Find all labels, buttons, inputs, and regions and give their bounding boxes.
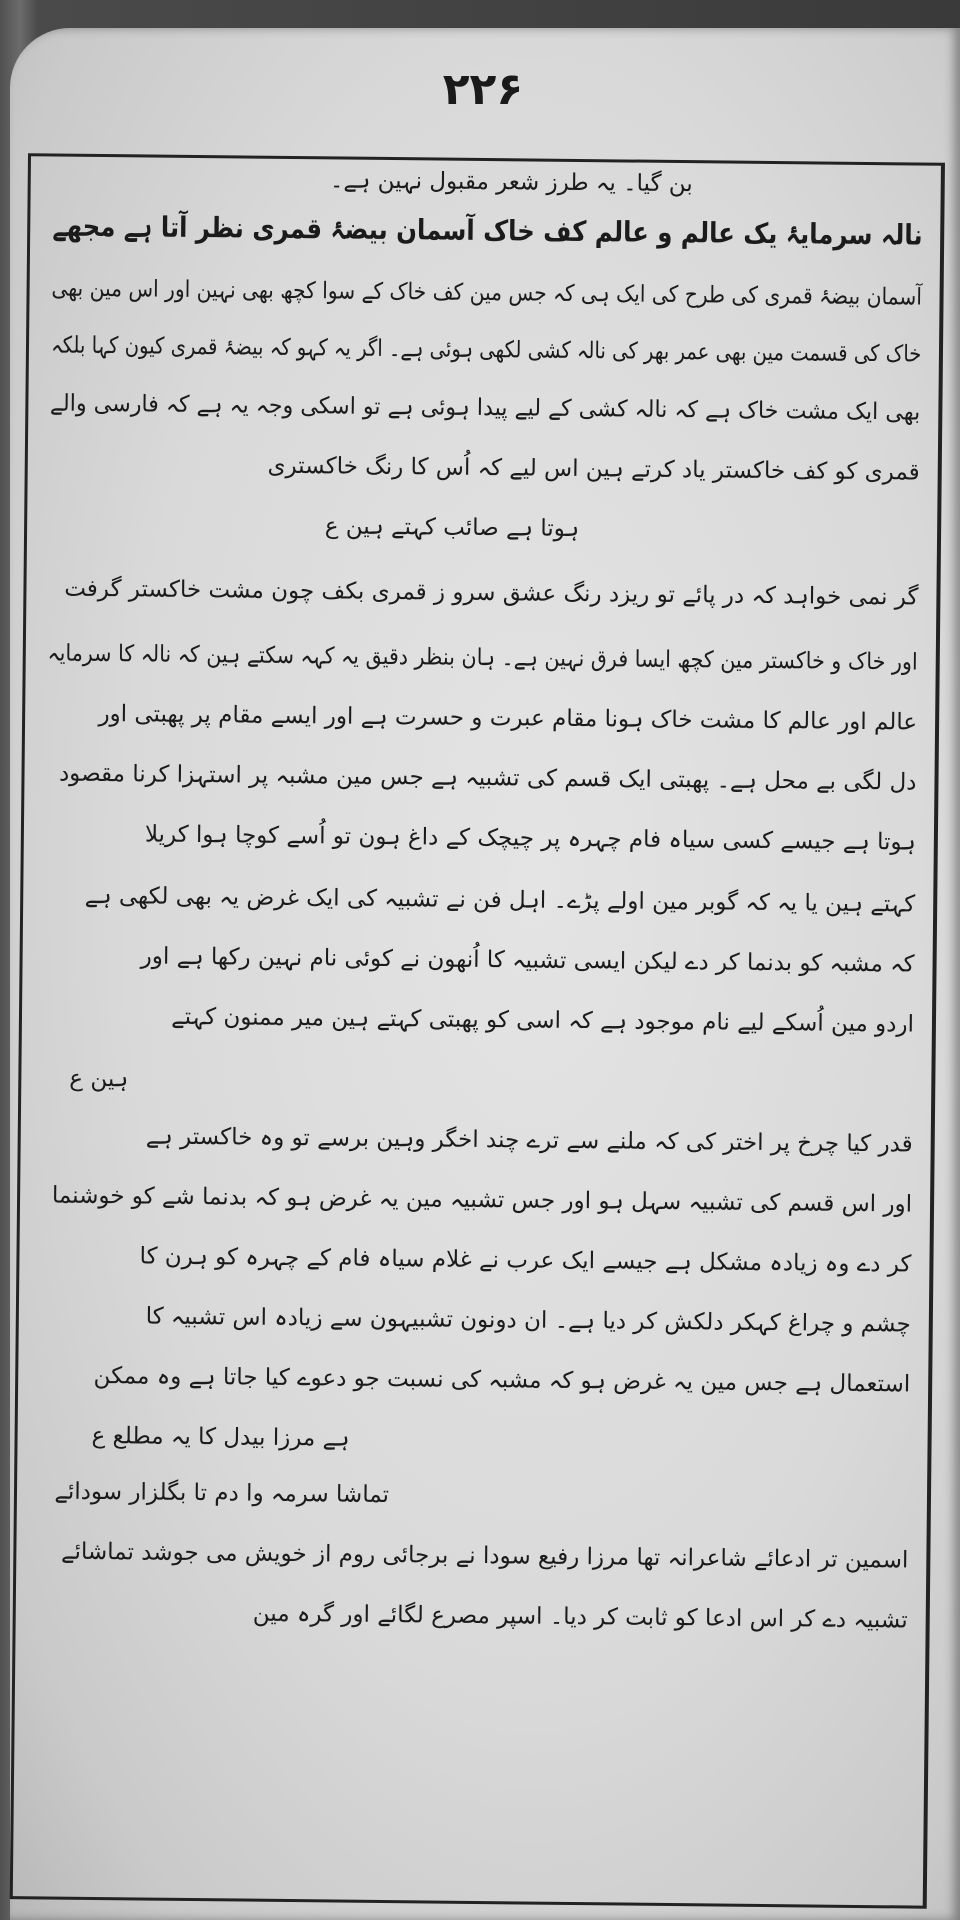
text-line: ہوتا ہے صائب کہتے ہین ع — [324, 513, 580, 542]
text-line: ہے مرزا بیدل کا یہ مطلع ع — [91, 1422, 350, 1452]
text-line: استعمال ہے جس مین یہ غرض ہو کہ مشبہ کی نسبت جو دعوے کیا جاتا ہے وہ ممکن — [93, 1362, 911, 1398]
text-line: اور خاک و خاکستر مین کچھ ایسا فرق نہین ہے۔ ہان بنظر دقیق یہ کہہ سکتے ہین کہ نالہ کا سرمایہ — [47, 640, 918, 676]
page-number: ۲۲۶ — [442, 64, 524, 115]
verse-line: اسمین تر ادعائے شاعرانہ تھا مرزا رفیع سودا نے برجائی روم از خویش می جوشد تماشائے — [60, 1538, 909, 1574]
text-line: بن گیا۔ یہ طرز شعر مقبول نہین ہے۔ — [329, 167, 693, 198]
text-line: کہتے ہین یا یہ کہ گوبر مین اولے پڑے۔ اہل فن نے تشبیہ کی ایک غرض یہ بھی لکھی ہے — [84, 882, 916, 918]
text-line: کہ مشبہ کو بدنما کر دے لیکن ایسی تشبیہ کا اُنھون نے کوئی نام نہین رکھا ہے اور — [140, 943, 915, 978]
verse-line: گر نمی خواہد کہ در پائے تو ریزد رنگ عشق سرو ز قمری بکف چون مشت خاکستر گرفت — [64, 575, 919, 611]
text-line: چشم و چراغ کہکر دلکش کر دیا ہے۔ ان دونون تشبیہون سے زیادہ اس تشبیہ کا — [145, 1303, 911, 1338]
verse-line: قدر کیا چرخ پر اختر کی کہ ملنے سے ترے چند اخگر وہین برسے تو وہ خاکستر ہے — [145, 1123, 913, 1158]
text-line: خاک کی قسمت مین بھی عمر بھر کی نالہ کشی لکھی ہوئی ہے۔ اگر یہ کہو کہ بیضۂ قمری کیون کہا بلکہ — [50, 332, 922, 368]
text-line: دل لگی بے محل ہے۔ پھبتی ایک قسم کی تشبیہ ہے جس مین مشبہ پر استہزا کرنا مقصود — [58, 760, 917, 796]
text-line: ہوتا ہے جیسے کسی سیاہ فام چہرہ پر چیچک کے داغ ہون تو اُسے کوچا ہوا کریلا — [144, 821, 916, 856]
text-line: اردو مین اُسکے لیے نام موجود ہے کہ اسی کو پھبتی کہتے ہین میر ممنون کہتے — [171, 1003, 915, 1038]
text-line: عالم اور عالم کا مشت خاک ہونا مقام عبرت و حسرت ہے اور ایسے مقام پر پھبتی اور — [98, 700, 918, 736]
text-body — [47, 162, 923, 1634]
page-border-frame — [10, 153, 945, 1909]
book-page — [10, 28, 960, 1920]
text-line: کر دے وہ زیادہ مشکل ہے جیسے ایک عرب نے غلام سیاہ فام کے چہرہ کو ہرن کا — [139, 1243, 912, 1278]
text-line: آسمان بیضۂ قمری کی طرح کی ایک ہی کہ جس مین کف خاک کے سوا کچھ بھی نہین اور اس مین بھی — [50, 275, 922, 311]
text-line: تشبیہ دے کر اس ادعا کو ثابت کر دیا۔ اسپر مصرع لگائے اور گرہ مین — [252, 1600, 908, 1634]
text-line: بھی ایک مشت خاک ہے کہ نالہ کشی کے لیے پیدا ہوئی ہے تو اسکی وجہ یہ ہے کہ فارسی والے — [49, 390, 921, 426]
text-line: قمری کو کف خاکستر یاد کرتے ہین اس لیے کہ اُس کا رنگ خاکستری — [267, 452, 920, 486]
text-line: اور اس قسم کی تشبیہ سہل ہو اور جس تشبیہ مین یہ غرض ہو کہ بدنما شے کو خوشنما — [51, 1182, 913, 1218]
text-line: ہین ع — [69, 1065, 129, 1093]
verse-line: نالہ سرمایۂ یک عالم و عالم کف خاک آسمان بیضۂ قمری نظر آتا ہے مجھے — [51, 209, 923, 252]
verse-line: تماشا سرمہ وا دم تا بگلزار سودائے — [54, 1478, 390, 1509]
